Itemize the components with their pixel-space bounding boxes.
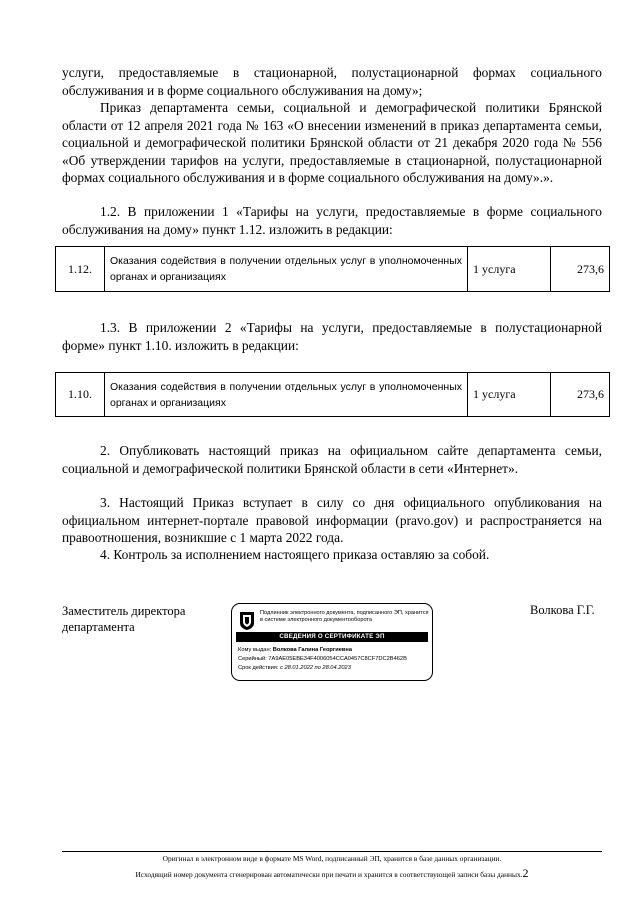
- signatory-position-text: Заместитель директора департамента: [62, 604, 186, 634]
- coat-of-arms-icon: [239, 611, 255, 631]
- stamp-header: СВЕДЕНИЯ О СЕРТИФИКАТЕ ЭП: [236, 632, 428, 642]
- stamp-validity-label: Срок действия:: [238, 665, 279, 671]
- service-name: Оказания содействия в получении отдельных услуг в уполномоченных органах и организациях: [110, 255, 462, 283]
- stamp-issued-to-label: Кому выдан:: [238, 647, 272, 653]
- paragraph-order-reference: Приказ департамента семьи, социальной и демографической политики Брянской области от 12 апреля 2021 года № 163 «О внесении изменений в приказ департамента семьи, социальной и демографической политики Брянской области от 21 декабря 2020 года № 556 «Об утверждении тарифов на услуги, предоставляемые в стационарной, полустационарной формах социального обслуживания и в форме социального обслуживания на дому».».: [62, 100, 602, 185]
- page-number: 2: [522, 866, 529, 880]
- table-row: [56, 247, 610, 292]
- item-number: 1.10.: [56, 373, 105, 417]
- signatory-name: Волкова Г.Г.: [530, 603, 595, 617]
- stamp-notice: Подлинник электронного документа, подписанного ЭП, хранится в системе электронного документооборота: [260, 610, 429, 623]
- service-name: Оказания содействия в получении отдельных услуг в уполномоченных органах и организациях: [110, 380, 462, 409]
- stamp-issued-to-value: Волкова Галина Георгиевна: [272, 647, 353, 653]
- service-name-cell: [105, 373, 468, 417]
- paragraph-item-3: 3. Настоящий Приказ вступает в силу со дня официального опубликования на официальном интернет-портале правовой информации (pravo.gov) и распространяется на правоотношения, возникшие с 1 марта 2022 года.: [62, 495, 602, 545]
- paragraph-item-4: 4. Контроль за исполнением настоящего приказа оставляю за собой.: [100, 547, 490, 562]
- stamp-serial: Серийный: 7A9AE05EBE34F4006054CCA0457C8CF7DC2B462B: [238, 656, 407, 662]
- electronic-signature-stamp: [231, 603, 433, 681]
- item-number: 1.12.: [56, 247, 105, 292]
- stamp-serial-label: Серийный: [238, 656, 266, 662]
- service-unit: 1 услуга: [468, 373, 551, 417]
- service-unit: 1 услуга: [468, 247, 551, 292]
- tariff-table-2: [55, 372, 610, 417]
- stamp-validity-value: с 28.01.2022 по 28.04.2023: [280, 665, 351, 671]
- footer-divider: [62, 851, 602, 852]
- paragraph-item-1-3: 1.3. В приложении 2 «Тарифы на услуги, предоставляемые в полустационарной форме» пункт 1.10. изложить в редакции:: [62, 320, 602, 353]
- table-row: [56, 373, 610, 417]
- paragraph-item-1-2: 1.2. В приложении 1 «Тарифы на услуги, предоставляемые в форме социального обслуживания на дому» пункт 1.12. изложить в редакции:: [62, 204, 602, 237]
- service-price: 273,6: [551, 373, 610, 417]
- stamp-issued-to: [238, 646, 430, 654]
- footer-line-1: Оригинал в электронном виде в формате MS Word, подписанный ЭП, хранится в базе данных организации.: [162, 854, 502, 863]
- stamp-validity: [238, 664, 430, 672]
- tariff-table-1: [55, 246, 610, 292]
- paragraph-item-2: 2. Опубликовать настоящий приказ на официальном сайте департамента семьи, социальной и демографической политики Брянской области в сети «Интернет».: [62, 443, 602, 476]
- footer-line-2-text: Исходящий номер документа сгенерирован автоматически при печати и хранится в соответствующей записи базы данных.: [135, 870, 523, 879]
- paragraph-continuation: услуги, предоставляемые в стационарной, полустационарной формах социального обслуживания и в форме социального обслуживания на дому»;: [62, 65, 602, 98]
- signatory-position: [62, 603, 197, 635]
- footer-line-2: [62, 866, 602, 881]
- stamp-serial-value: 7A9AE05EBE34F4006054CCA0457C8CF7DC2B462B: [268, 656, 407, 662]
- service-price: 273,6: [551, 247, 610, 292]
- service-name-cell: [105, 247, 468, 292]
